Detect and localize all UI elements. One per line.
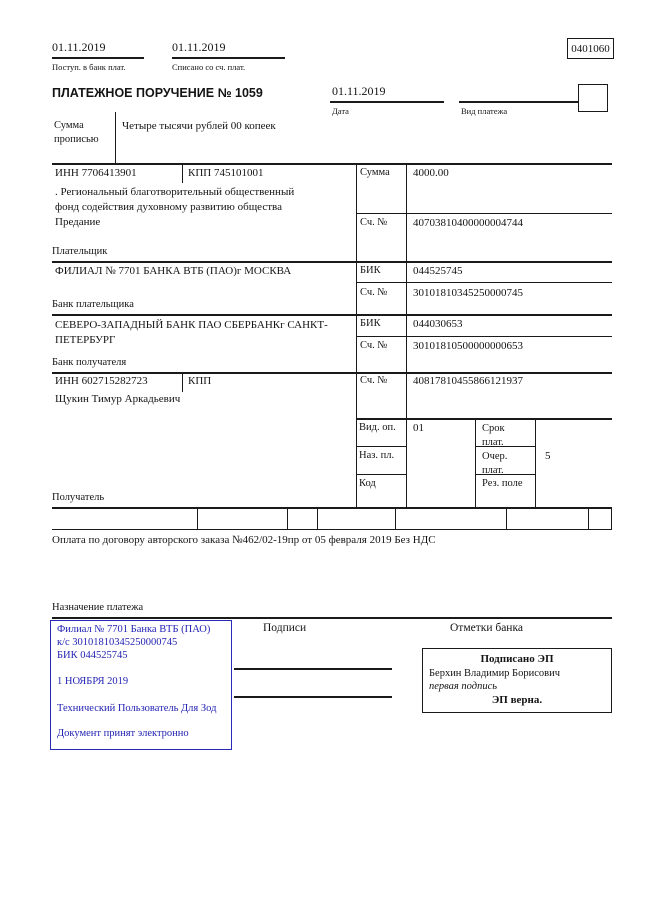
doc-date-underline — [330, 101, 444, 103]
debited-date-label: Списано со сч. плат. — [172, 62, 246, 72]
beneficiary-bank-account: 30101810500000000653 — [413, 340, 523, 352]
beneficiary-kpp-divider — [182, 372, 183, 392]
minitable-top-line — [356, 418, 612, 420]
payer-bank-bik: 044525745 — [413, 265, 463, 277]
minitable-row-line — [356, 474, 406, 475]
esign-note: первая подпись — [429, 681, 498, 692]
payer-bank-account-label: Сч. № — [360, 287, 388, 298]
beneficiary-kpp-label: КПП — [188, 375, 212, 387]
empty-row-bottom-line — [52, 529, 612, 530]
label-column-left-line — [356, 163, 357, 507]
stamp-accepted: Документ принят электронно — [57, 728, 189, 739]
esign-title: Подписано ЭП — [480, 653, 554, 665]
payment-type-underline — [459, 101, 580, 103]
payer-name: . Региональный благотворительный общественный фонд содействия духовному развитию общества Предание — [55, 186, 295, 228]
payment-purpose-text: Оплата по договору авторского заказа №462/02-19пр от 05 февраля 2019 Без НДС — [52, 534, 436, 546]
received-date-label: Поступ. в банк плат. — [52, 62, 126, 72]
beneficiary-bank-label: Банк получателя — [52, 357, 127, 368]
received-date-underline — [52, 57, 144, 59]
label-column-right-line — [406, 163, 407, 507]
beneficiary-bank-name: СЕВЕРО-ЗАПАДНЫЙ БАНК ПАО СБЕРБАНКг САНКТ-ПЕТЕРБУРГ — [55, 319, 328, 346]
doc-date-value: 01.11.2019 — [332, 84, 386, 98]
payment-purpose-label: Назначение платежа — [52, 602, 144, 613]
empty-row-divider — [588, 507, 589, 529]
beneficiary-bottom-line — [52, 507, 612, 509]
beneficiary-account-label: Сч. № — [360, 375, 388, 386]
bank-acceptance-stamp — [50, 620, 232, 750]
bik1-account-divider — [356, 282, 612, 283]
sum-label: Сумма — [360, 167, 390, 178]
stamp-date: 1 НОЯБРЯ 2019 — [57, 676, 129, 687]
beneficiary-inn: ИНН 602715282723 — [55, 375, 148, 387]
sum-account-divider — [356, 213, 612, 214]
esign-stamp — [422, 648, 612, 713]
debited-date-underline — [172, 57, 285, 59]
amount-words-value: Четыре тысячи рублей 00 копеек — [122, 120, 276, 132]
payer-bank-bottom-line — [52, 314, 612, 316]
empty-row-divider — [287, 507, 288, 529]
debited-date-value: 01.11.2019 — [172, 40, 226, 54]
purpose-code-label: Наз. пл. — [359, 450, 395, 461]
priority-value: 5 — [545, 450, 551, 462]
beneficiary-account: 40817810455866121937 — [413, 375, 523, 387]
op-type-label: Вид. оп. — [359, 422, 396, 433]
bank-marks-label: Отметки банка — [450, 622, 523, 634]
op-type-value: 01 — [413, 422, 424, 434]
stamp-corr-account: к/с 30101810345250000745 — [57, 637, 178, 648]
empty-row-divider — [506, 507, 507, 529]
payer-bottom-line — [52, 261, 612, 263]
received-date-value: 01.11.2019 — [52, 40, 106, 54]
payment-type-label: Вид платежа — [461, 106, 508, 116]
payer-bank-name: ФИЛИАЛ № 7701 БАНКА ВТБ (ПАО)г МОСКВА — [55, 265, 292, 277]
payer-account-label: Сч. № — [360, 217, 388, 228]
empty-row-divider — [317, 507, 318, 529]
payment-type-checkbox — [578, 84, 608, 112]
code-label: Код — [359, 478, 376, 489]
amount-words-label: Сумма прописью — [54, 120, 99, 146]
beneficiary-bank-bottom-line — [52, 372, 612, 374]
payer-kpp-divider — [182, 163, 183, 183]
beneficiary-bank-bik: 044030653 — [413, 318, 463, 330]
form-code: 0401060 — [571, 43, 610, 55]
payer-account: 40703810400000004744 — [413, 217, 523, 229]
payer-label: Плательщик — [52, 246, 108, 257]
signature-line-1 — [234, 668, 392, 670]
page-title: ПЛАТЕЖНОЕ ПОРУЧЕНИЕ № 1059 — [52, 86, 263, 100]
esign-verified: ЭП верна. — [491, 694, 543, 706]
beneficiary-bank-bik-label: БИК — [360, 318, 381, 329]
bik2-account-divider — [356, 336, 612, 337]
doc-date-label: Дата — [332, 106, 349, 116]
stamp-bank-name: Филиал № 7701 Банка ВТБ (ПАО) — [57, 624, 211, 635]
esign-signer: Берхин Владимир Борисович — [429, 668, 560, 679]
signatures-label: Подписи — [263, 622, 307, 634]
payer-inn: ИНН 7706413901 — [55, 167, 137, 179]
purpose-bottom-line — [52, 617, 612, 619]
empty-row-divider — [395, 507, 396, 529]
reserve-label: Рез. поле — [482, 478, 523, 489]
beneficiary-bank-account-label: Сч. № — [360, 340, 388, 351]
payer-bank-account: 30101810345250000745 — [413, 287, 523, 299]
minitable-divider-2 — [535, 418, 536, 507]
empty-row-divider — [197, 507, 198, 529]
payer-bank-bik-label: БИК — [360, 265, 381, 276]
priority-label: Очер. плат. — [482, 451, 508, 477]
empty-row-divider — [611, 507, 612, 529]
beneficiary-label: Получатель — [52, 492, 105, 503]
minitable-row-line — [356, 446, 406, 447]
sum-value: 4000.00 — [413, 167, 449, 179]
stamp-operator: Технический Пользователь Для Зод — [57, 703, 217, 714]
table-top-line — [52, 163, 612, 165]
minitable-divider-1 — [475, 418, 476, 507]
payer-kpp: КПП 745101001 — [188, 167, 264, 179]
signature-line-2 — [234, 696, 392, 698]
divider — [115, 112, 116, 163]
stamp-bik: БИК 044525745 — [57, 650, 128, 661]
pay-term-label: Срок плат. — [482, 423, 505, 449]
form-code-box — [567, 38, 614, 59]
beneficiary-name: Щукин Тимур Аркадьевич — [55, 393, 181, 405]
payer-bank-label: Банк плательщика — [52, 299, 134, 310]
